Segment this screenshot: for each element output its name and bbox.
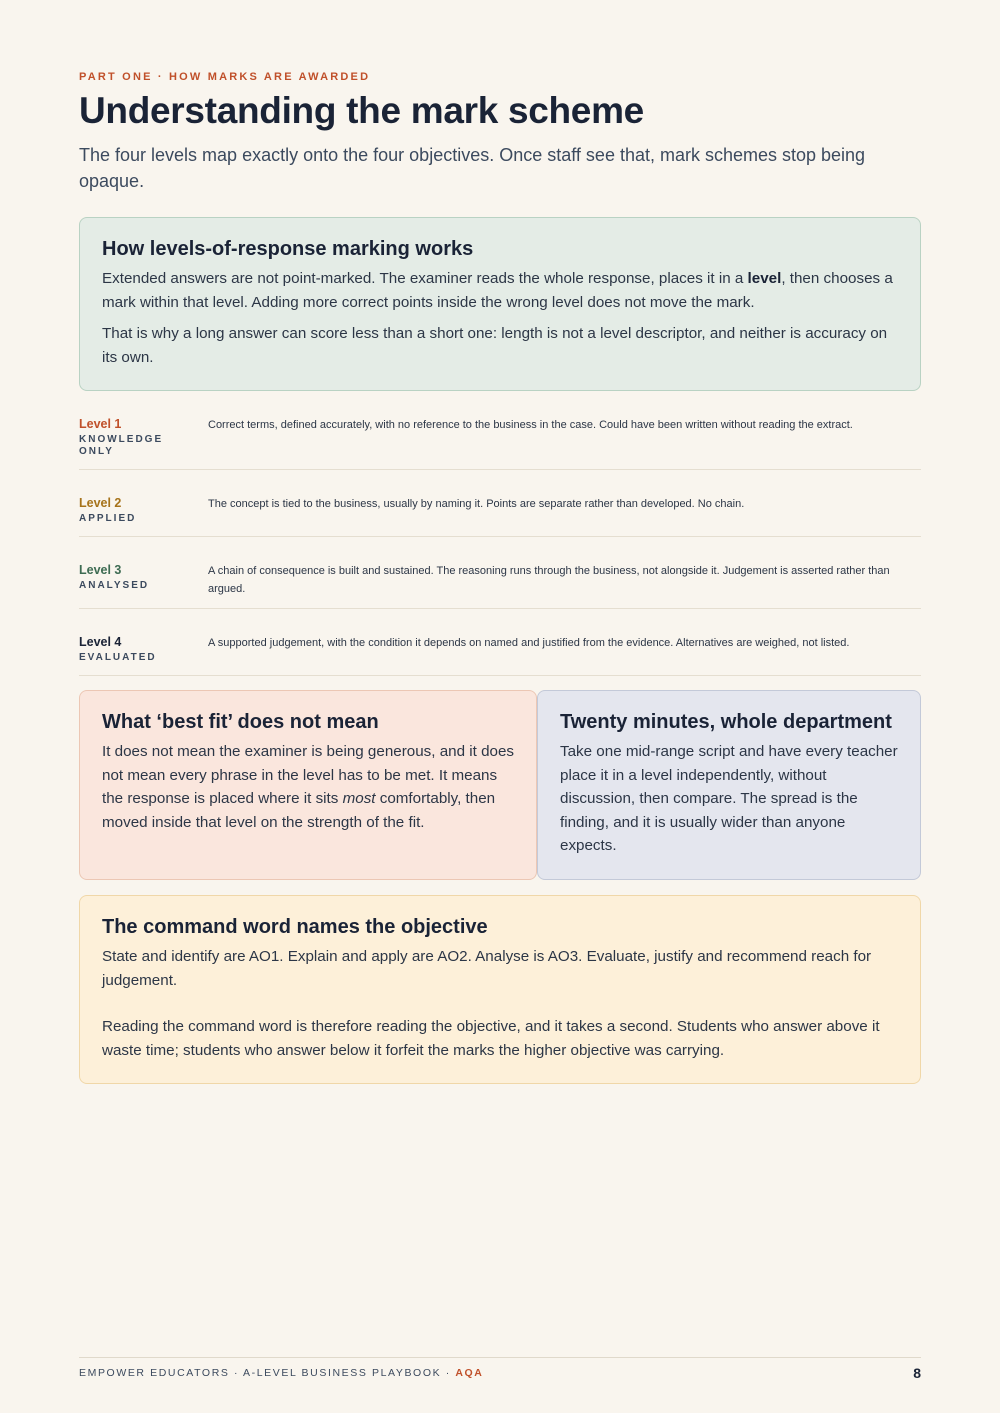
level-name: Level 3 [79,563,122,577]
best-fit-text-italic: most [342,790,376,807]
level-name: Level 2 [79,496,122,510]
page-number: 8 [913,1365,921,1381]
level-row [79,609,921,676]
level-tag: KNOWLEDGE ONLY [79,434,164,457]
level-row [79,470,921,537]
level-description: The concept is tied to the business, usually by naming it. Points are separate rather than developed. No chain. [208,498,745,510]
best-fit-text [102,740,514,834]
twenty-minutes-heading: Twenty minutes, whole department [560,711,892,733]
best-fit-text-end: comfortably, then moved inside that level on the strength of the fit. [102,790,496,831]
footer-divider [79,1357,921,1358]
levels-box-paragraph-2: That is why a long answer can score less than a short one: length is not a level descriptor, and neither is accuracy on its own. [102,325,888,366]
levels-of-response-box [79,217,921,391]
best-fit-text-start: It does not mean the examiner is being generous, and it does not mean every phrase in the level has to be met. It means the response is placed where it sits [102,743,515,807]
level-description: Correct terms, defined accurately, with no reference to the business in the case. Could have been written without reading the extract. [208,419,853,431]
command-word-heading: The command word names the objective [102,916,488,938]
section-eyebrow: PART ONE · HOW MARKS ARE AWARDED [79,71,371,83]
twenty-minutes-box [537,690,921,880]
levels-list [79,407,921,676]
command-word-paragraph-1: State and identify are AO1. Explain and apply are AO2. Analyse is AO3. Evaluate, justify and recommend reach for judgement. [102,948,872,989]
command-word-box [79,895,921,1084]
level-name: Level 4 [79,635,122,649]
footer-text [79,1367,483,1379]
twenty-minutes-text: Take one mid-range script and have every teacher place it in a level independently, without discussion, then compare. The spread is the finding, and it is usually wider than anyone expects. [560,743,898,854]
levels-box-p1-end: , then chooses a mark within that level. Adding more correct points inside the wrong level does not move the mark. [102,270,893,311]
level-row [79,407,921,470]
best-fit-box [79,690,537,880]
levels-box-heading: How levels-of-response marking works [102,238,474,260]
levels-box-p1-bold: level [747,270,782,287]
page-title: Understanding the mark scheme [79,90,644,131]
level-description: A chain of consequence is built and sustained. The reasoning runs through the business, not alongside it. Judgement is asserted rather than argued. [208,565,890,595]
level-tag: APPLIED [79,513,137,524]
level-tag: ANALYSED [79,580,150,591]
levels-box-p1-start: Extended answers are not point-marked. The examiner reads the whole response, places it in a [102,270,748,287]
best-fit-heading: What ‘best fit’ does not mean [102,711,379,733]
page-subtitle: The four levels map exactly onto the four objectives. Once staff see that, mark schemes stop being opaque. [79,145,866,191]
level-name: Level 1 [79,417,122,431]
command-word-paragraph-2: Reading the command word is therefore reading the objective, and it takes a second. Students who answer above it waste time; students who answer below it forfeit the marks the higher objective was carrying. [102,1018,880,1059]
level-row [79,537,921,609]
level-description: A supported judgement, with the condition it depends on named and justified from the evidence. Alternatives are weighed, not listed. [208,637,850,649]
footer-board: AQA [455,1367,484,1379]
footer-publication: EMPOWER EDUCATORS · A-LEVEL BUSINESS PLAYBOOK · [79,1367,456,1379]
level-tag: EVALUATED [79,652,157,663]
levels-box-paragraph-1 [102,267,898,314]
